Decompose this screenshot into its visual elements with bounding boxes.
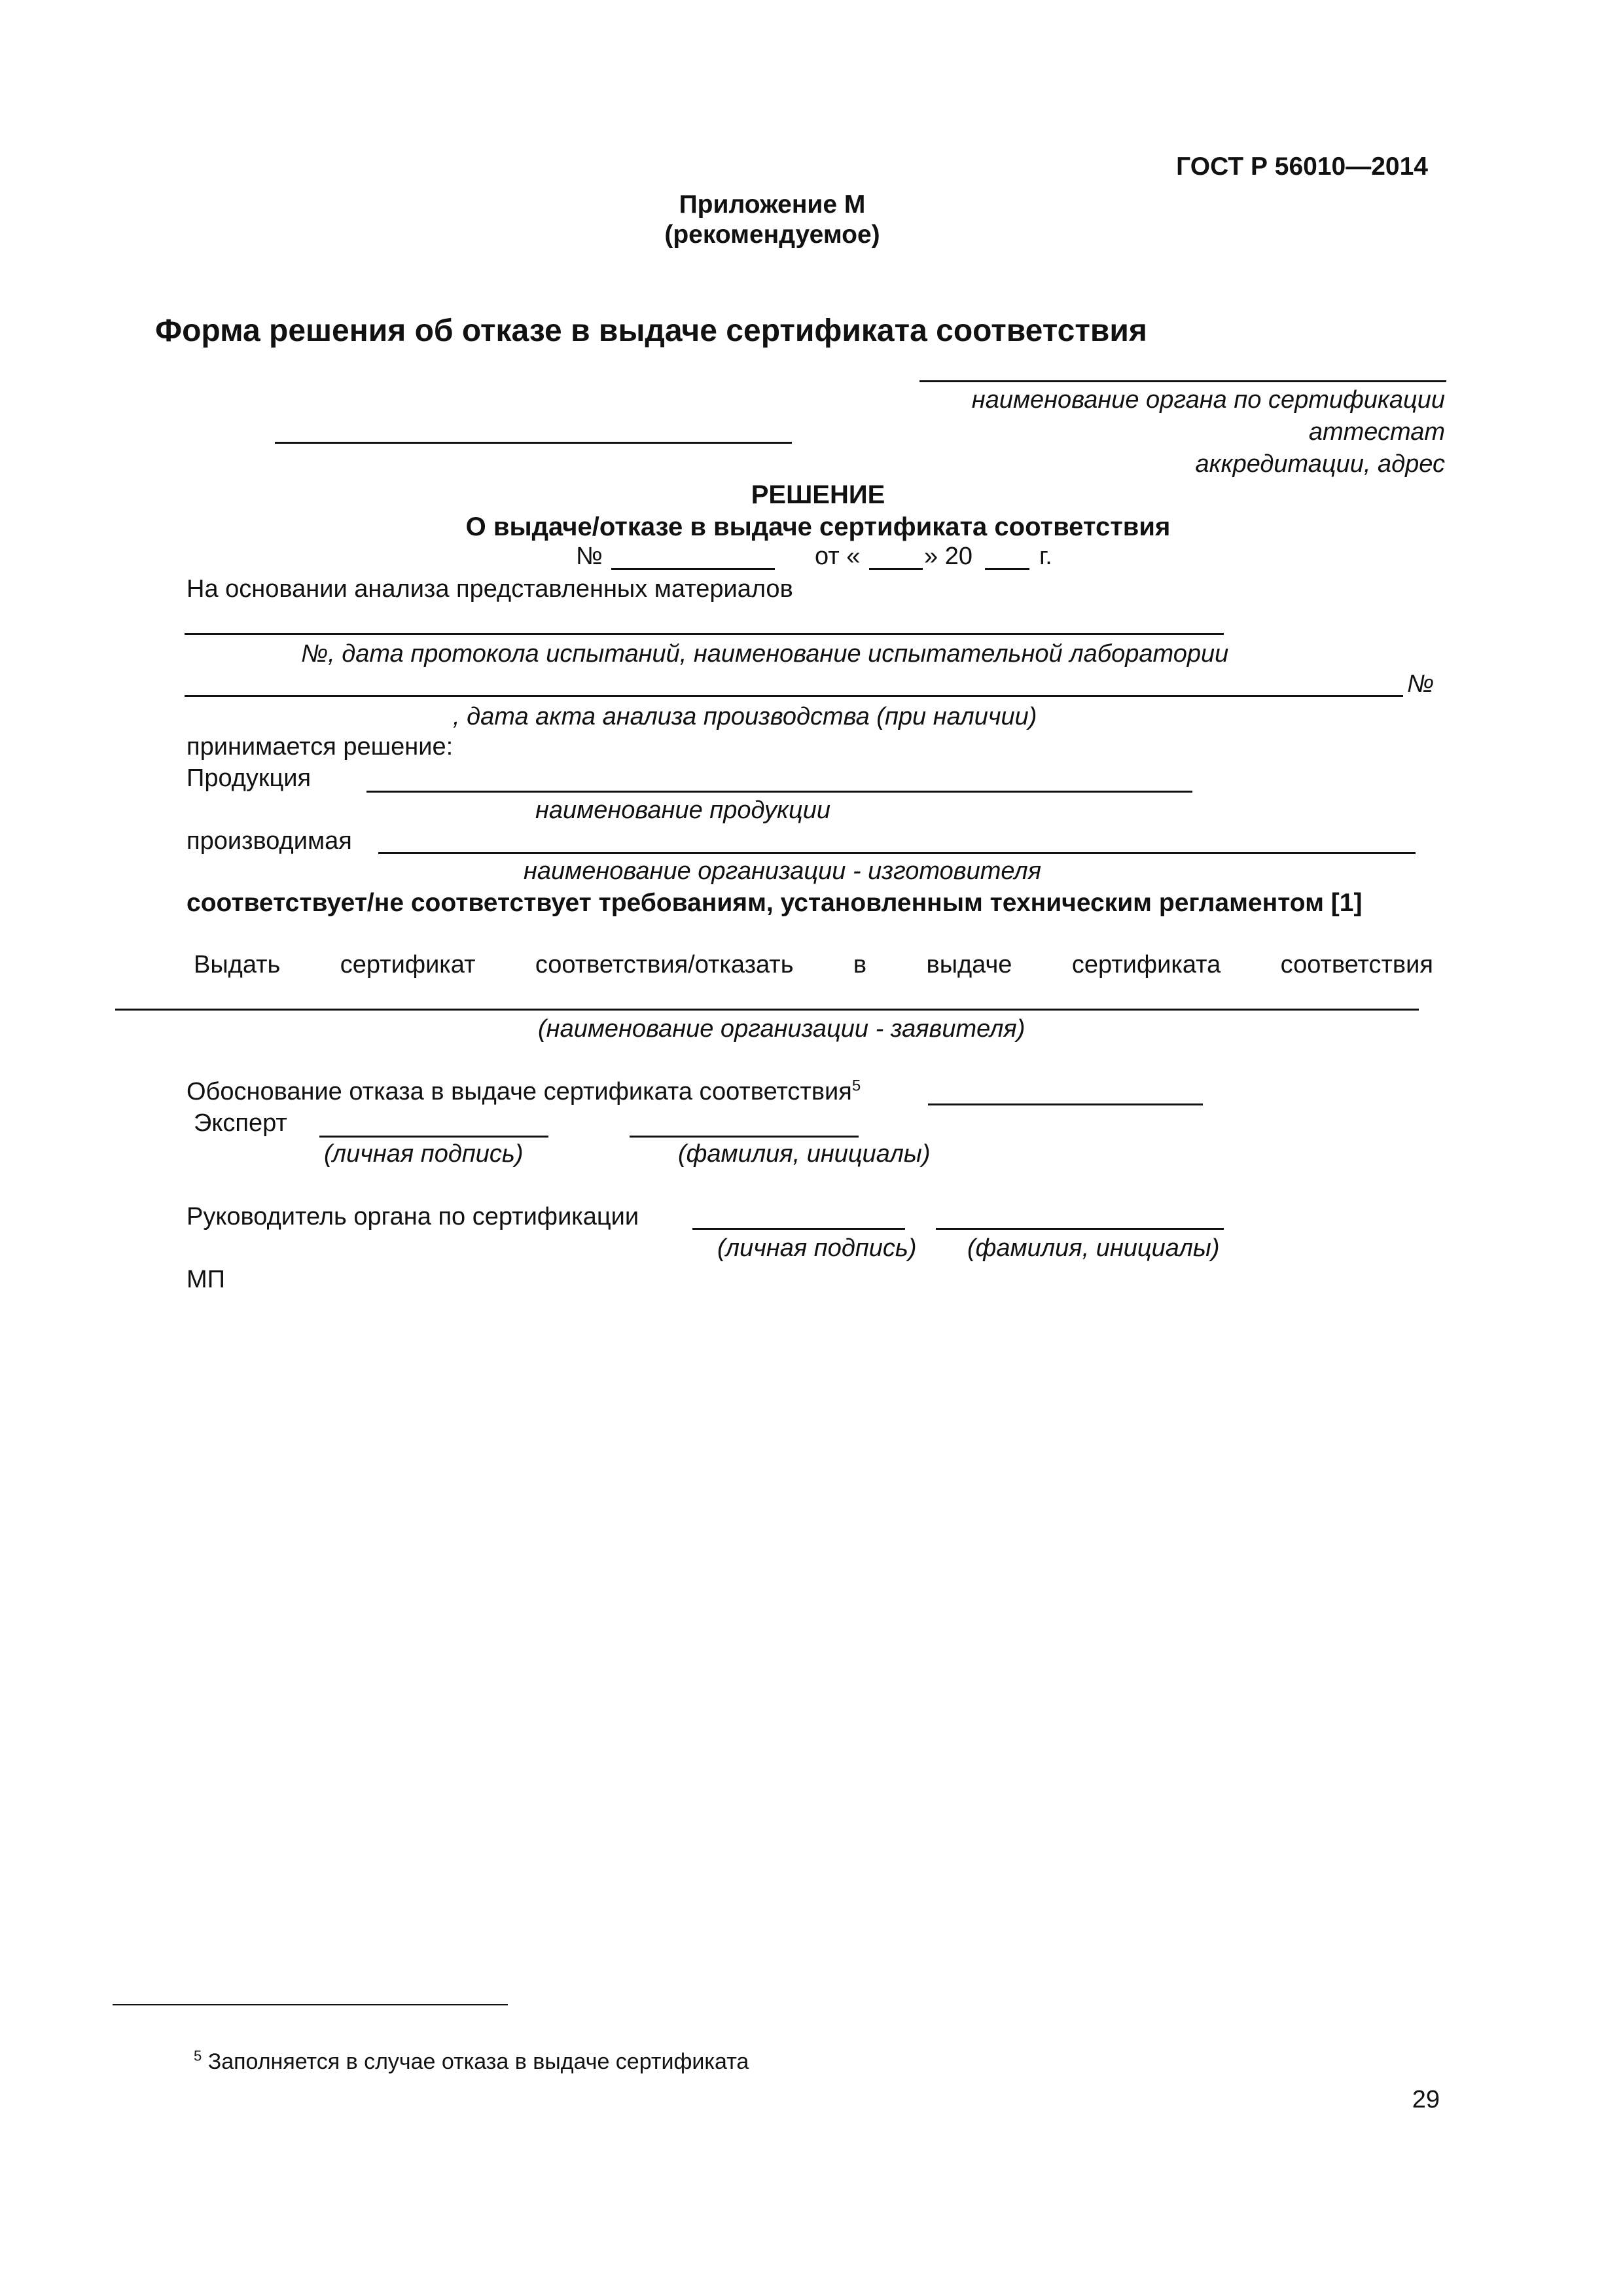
refusal-reason-label — [187, 1077, 861, 1107]
head-signature-line[interactable] — [692, 1228, 905, 1230]
footnote-text: Заполняется в случае отказа в выдаче сертификата — [207, 2049, 749, 2074]
number-sign: № — [576, 543, 603, 570]
refusal-reason-line[interactable] — [928, 1103, 1203, 1105]
date-suffix: г. — [1039, 543, 1052, 570]
attestat-caption: аттестат — [1308, 418, 1445, 446]
conformity-statement: соответствует/не соответствует требованиям, установленным техническим регламентом [1] — [187, 889, 1363, 917]
expert-name-line[interactable] — [630, 1136, 859, 1138]
stamp-label: МП — [187, 1266, 225, 1293]
date-mid: » 20 — [924, 543, 972, 570]
protocol-caption: №, дата протокола испытаний, наименование испытательной лаборатории — [301, 640, 1229, 668]
issue-word: Выдать — [194, 951, 281, 978]
head-signature-caption: (личная подпись) — [717, 1234, 917, 1262]
date-from: от « — [815, 543, 861, 570]
issue-word: выдаче — [926, 951, 1012, 978]
product-line[interactable] — [366, 791, 1192, 793]
basis-text: На основании анализа представленных материалов — [187, 575, 793, 603]
head-name-line[interactable] — [936, 1228, 1224, 1230]
expert-signature-line[interactable] — [319, 1136, 548, 1138]
certification-body-line — [919, 380, 1446, 382]
manufacturer-line[interactable] — [378, 852, 1416, 854]
day-line[interactable] — [869, 568, 923, 570]
footnote-separator — [113, 2004, 508, 2005]
refusal-reason-text: Обоснование отказа в выдаче сертификата соответствия — [187, 1078, 852, 1105]
page-number: 29 — [1412, 2086, 1440, 2113]
standard-number: ГОСТ Р 56010—2014 — [1176, 152, 1428, 181]
protocol-line[interactable] — [185, 633, 1224, 635]
issue-statement — [194, 950, 1433, 980]
product-caption: наименование продукции — [535, 797, 830, 824]
decision-heading: РЕШЕНИЕ — [751, 480, 885, 509]
left-blank-line — [275, 442, 792, 444]
footnote-reference: 5 — [851, 1077, 861, 1095]
issue-word: соответствия — [1280, 951, 1433, 978]
decision-subheading: О выдаче/отказе в выдаче сертификата соответствия — [465, 512, 1171, 541]
head-name-caption: (фамилия, инициалы) — [967, 1234, 1220, 1262]
issue-word: соответствия/отказать — [535, 951, 794, 978]
form-title: Форма решения об отказе в выдаче сертификата соответствия — [155, 314, 1147, 348]
expert-name-caption: (фамилия, инициалы) — [678, 1140, 931, 1168]
appendix-title: Приложение М — [679, 190, 866, 219]
certification-body-caption: наименование органа по сертификации — [971, 386, 1445, 414]
head-label: Руководитель органа по сертификации — [187, 1203, 639, 1230]
applicant-line[interactable] — [115, 1009, 1419, 1011]
act-caption: , дата акта анализа производства (при наличии) — [453, 703, 1037, 730]
expert-label: Эксперт — [194, 1109, 287, 1137]
accreditation-caption: аккредитации, адрес — [1195, 450, 1445, 478]
issue-word: сертификат — [340, 951, 476, 978]
footnote-mark: 5 — [194, 2047, 202, 2064]
decision-taken: принимается решение: — [187, 733, 454, 761]
issue-word: в — [853, 951, 867, 978]
decision-number-line[interactable] — [611, 568, 775, 570]
manufacturer-caption: наименование организации - изготовителя — [524, 857, 1042, 885]
footnote — [194, 2047, 749, 2077]
expert-signature-caption: (личная подпись) — [324, 1140, 524, 1168]
applicant-caption: (наименование организации - заявителя) — [538, 1015, 1026, 1043]
produced-label: производимая — [187, 827, 352, 855]
appendix-type: (рекомендуемое) — [664, 221, 880, 249]
year-line[interactable] — [985, 568, 1029, 570]
act-line[interactable] — [185, 695, 1403, 697]
product-label: Продукция — [187, 764, 312, 792]
act-number-sign: № — [1407, 670, 1435, 698]
issue-word: сертификата — [1071, 951, 1221, 978]
